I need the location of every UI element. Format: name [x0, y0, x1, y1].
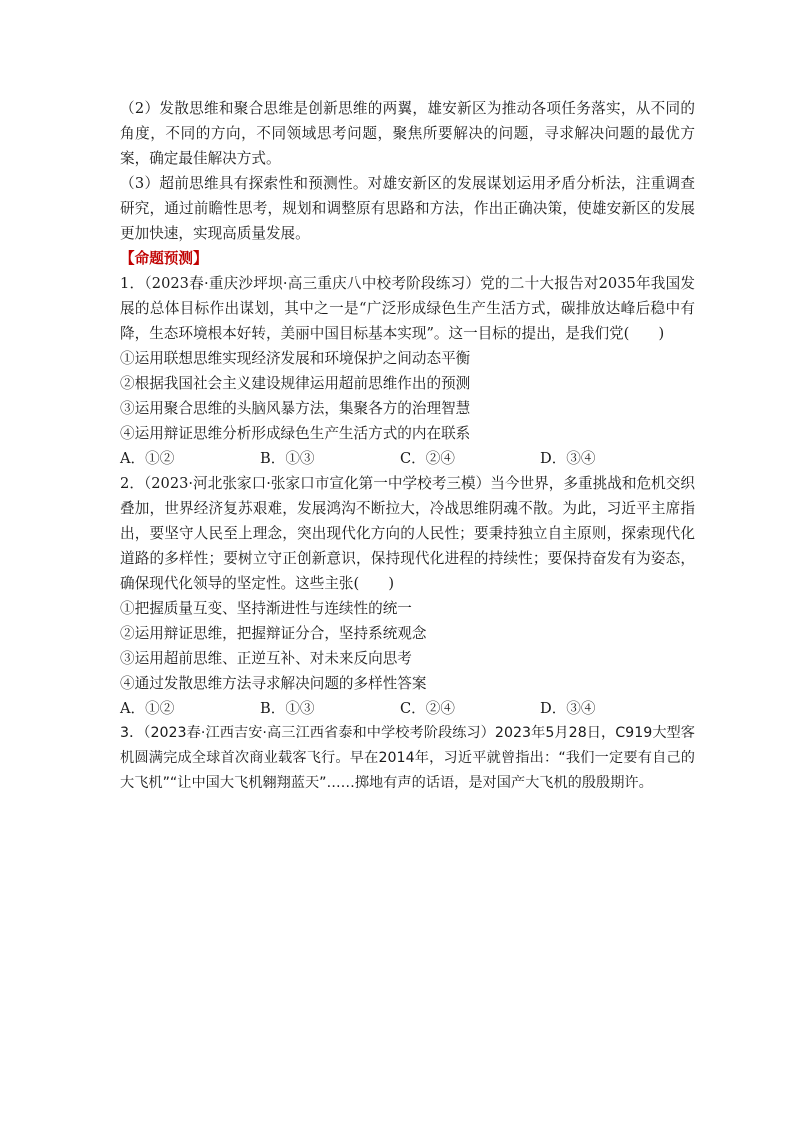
option-c: C．②④ [400, 450, 455, 467]
option-a: A．①② [120, 450, 175, 467]
question-item: ①把握质量互变、坚持渐进性与连续性的统一 [120, 600, 412, 617]
option-b: B．①③ [260, 700, 315, 717]
question-item: ③运用超前思维、正逆互补、对未来反向思考 [120, 650, 412, 667]
option-c: C．②④ [400, 700, 455, 717]
answer-2: （2）发散思维和聚合思维是创新思维的两翼，雄安新区为推动各项任务落实，从不同的角度，不同的方向，不同领域思考问题，聚焦所要解决的问题，寻求解决问题的最优方案，确定最佳解决方式。 [120, 100, 695, 167]
option-a: A．①② [120, 700, 175, 717]
answer-options [120, 696, 695, 721]
question-1 [120, 271, 695, 471]
question-item: ②运用辩证思维，把握辩证分合，坚持系统观念 [120, 625, 427, 642]
option-d: D．③④ [540, 700, 596, 717]
answer-3: （3）超前思维具有探索性和预测性。对雄安新区的发展谋划运用矛盾分析法，注重调查研究，通过前瞻性思考，规划和调整原有思路和方法，作出正确决策，使雄安新区的发展更加快速，实现高质量发展。 [120, 175, 695, 242]
answer-options [120, 446, 695, 471]
question-stem: 2．（2023·河北张家口·张家口市宣化第一中学校考三模）当今世界，多重挑战和危机交织叠加，世界经济复苏艰难，发展鸿沟不断拉大，冷战思维阴魂不散。为此，习近平主席指出，要坚守人民至上理念，突出现代化方向的人民性；要秉持独立自主原则，探索现代化道路的多样性；要树立守正创新意识，保持现代化进程的持续性；要保持奋发有为姿态，确保现代化领导的坚定性。这些主张( ) [120, 475, 695, 592]
question-item: ③运用聚合思维的头脑风暴方法，集聚各方的治理智慧 [120, 400, 471, 417]
question-stem: 1．（2023春·重庆沙坪坝·高三重庆八中校考阶段练习）党的二十大报告对2035年我国发展的总体目标作出谋划，其中之一是“广泛形成绿色生产生活方式，碳排放达峰后稳中有降，生态环境根本好转，美丽中国目标基本实现”。这一目标的提出，是我们党( ) [120, 275, 695, 342]
section-title: 【命题预测】 [120, 250, 208, 267]
question-item: ④运用辩证思维分析形成绿色生产生活方式的内在联系 [120, 425, 471, 442]
option-d: D．③④ [540, 450, 596, 467]
question-item: ①运用联想思维实现经济发展和环境保护之间动态平衡 [120, 350, 471, 367]
question-3 [120, 721, 695, 796]
question-item: ④通过发散思维方法寻求解决问题的多样性答案 [120, 675, 427, 692]
question-item: ②根据我国社会主义建设规律运用超前思维作出的预测 [120, 375, 471, 392]
document-page [120, 96, 695, 796]
question-2 [120, 471, 695, 721]
option-b: B．①③ [260, 450, 315, 467]
question-stem: 3．（2023春·江西吉安·高三江西省泰和中学校考阶段练习）2023年5月28日，C919大型客机圆满完成全球首次商业载客飞行。早在2014年，习近平就曾指出：“我们一定要有自己的大飞机”“让中国大飞机翱翔蓝天”……掷地有声的话语，是对国产大飞机的殷殷期许。 [120, 725, 695, 791]
